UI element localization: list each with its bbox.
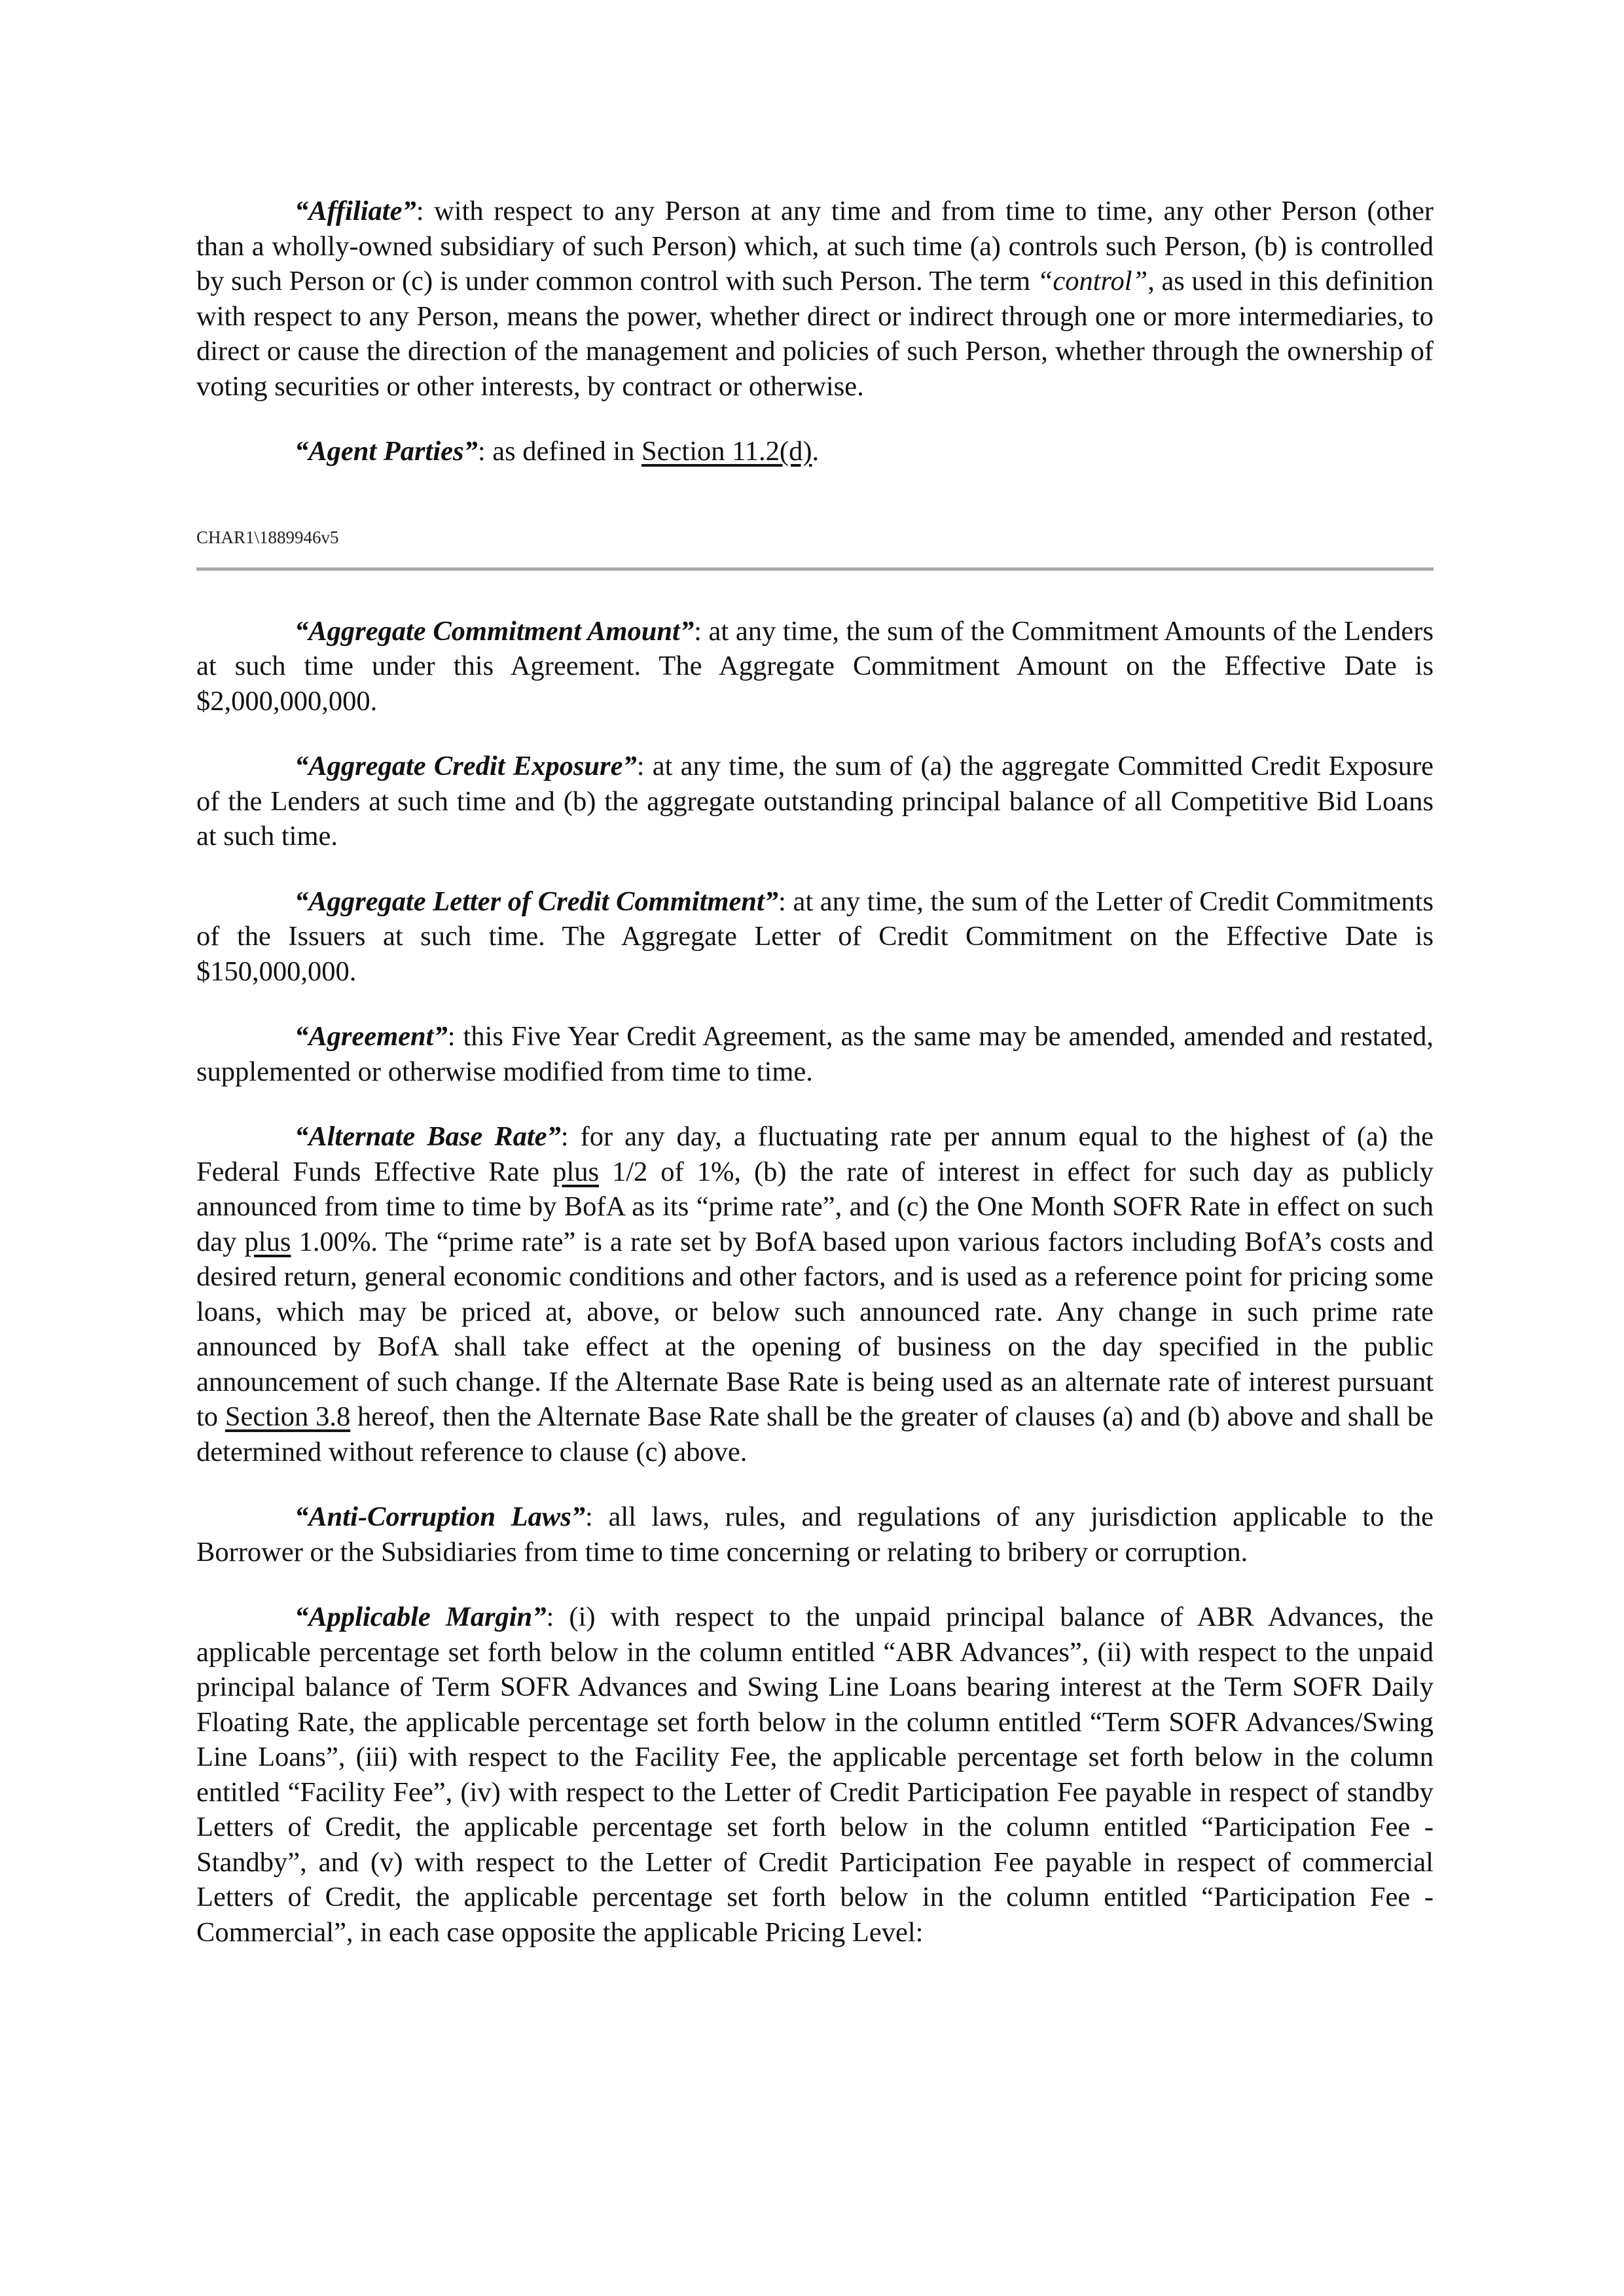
definition-anti-corruption-laws	[196, 1499, 1434, 1570]
defined-term: “Aggregate Credit Exposure”	[295, 751, 637, 781]
defined-term: “Aggregate Commitment Amount”	[295, 615, 695, 647]
section-reference-link[interactable]: Section 11.2(d)	[641, 436, 812, 467]
definition-aggregate-commitment-amount	[196, 614, 1434, 719]
definition-text: : all laws, rules, and regulations of any jurisdiction applicable to the Borrower or the Subsidiaries from time to time concerning or relating to bribery or corruption.	[196, 1501, 1434, 1568]
definition-applicable-margin	[196, 1600, 1434, 1950]
plus-underlined: plus	[552, 1156, 600, 1187]
defined-term: “Agreement”	[295, 1021, 448, 1052]
page-separator	[196, 567, 1434, 571]
definition-text: : at any time, the sum of the Commitment Amounts of the Lenders at such time under this Agreement. The Aggregate Commitment Amount on the Effective Date is $2,000,000,000.	[196, 615, 1434, 717]
defined-term: “Agent Parties”	[295, 436, 478, 467]
definition-agent-parties: “Agent Parties”: as defined in Section 11.2(d).	[295, 436, 820, 467]
section-reference-link[interactable]: Section 3.8	[225, 1401, 351, 1432]
definition-alternate-base-rate	[196, 1119, 1434, 1469]
definition-text: : (i) with respect to the unpaid principal balance of ABR Advances, the applicable percentage set forth below in the column entitled “ABR Advances”, (ii) with respect to the unpaid principal balance of Term SOFR Advances and Swing Line Loans bearing interest at the Term SOFR Daily Floating Rate, the applicable percentage set forth below in the column entitled “Term SOFR Advances/Swing Line Loans”, (iii) with respect to the Facility Fee, the applicable percentage set forth below in the column entitled “Facility Fee”, (iv) with respect to the Letter of Credit Participation Fee payable in respect of standby Letters of Credit, the applicable percentage set forth below in the column entitled “Participation Fee - Standby”, and (v) with respect to the Letter of Credit Participation Fee payable in respect of commercial Letters of Credit, the applicable percentage set forth below in the column entitled “Participation Fee - Commercial”, in each case opposite the applicable Pricing Level:	[196, 1602, 1434, 1948]
definition-text: , as used in this definition with respect to any Person, means the power, whether direct or indirect through one or more intermediaries, to direct or cause the direction of the management and policies of such Person, whether through the ownership of voting securities or other interests, by contract or otherwise.	[196, 266, 1434, 402]
definition-affiliate	[196, 194, 1434, 404]
definition-text: 1.00%. The “prime rate” is a rate set by BofA based upon various factors including BofA’s costs and desired return, general economic conditions and other factors, and is used as a reference point for pricing some loans, which may be priced at, above, or below such announced rate. Any change in such prime rate announced by BofA shall take effect at the opening of business on the day specified in the public announcement of such change. If the Alternate Base Rate is being used as an alternate rate of interest pursuant to	[196, 1226, 1434, 1432]
definition-text: : at any time, the sum of (a) the aggregate Committed Credit Exposure of the Lenders at such time and (b) the aggregate outstanding principal balance of all Competitive Bid Loans at such time.	[196, 751, 1434, 852]
definition-text: : with respect to any Person at any time and from time to time, any other Person (other than a wholly-owned subsidiary of such Person) which, at such time (a) controls such Person, (b) is controlled by such Person or (c) is under common control with such Person. The term	[196, 196, 1434, 296]
plus-underlined: plus	[244, 1226, 291, 1257]
definition-aggregate-credit-exposure	[196, 749, 1434, 854]
definition-text: : for any day, a fluctuating rate per annum equal to the highest of (a) the Federal Funds Effective Rate	[196, 1121, 1434, 1187]
defined-term: “Aggregate Letter of Credit Commitment”	[295, 886, 779, 917]
defined-term: “Anti-Corruption Laws”	[295, 1501, 586, 1532]
definition-agreement	[196, 1019, 1434, 1089]
defined-term-inline: “control”	[1037, 266, 1148, 296]
document-page	[196, 194, 1434, 1950]
defined-term: “Alternate Base Rate”	[295, 1121, 561, 1152]
defined-term: “Applicable Margin”	[295, 1602, 547, 1632]
definition-aggregate-loc-commitment	[196, 884, 1434, 990]
definition-text: : this Five Year Credit Agreement, as the same may be amended, amended and restated, supplemented or otherwise modified from time to time.	[196, 1021, 1434, 1087]
definition-text: : at any time, the sum of the Letter of Credit Commitments of the Issuers at such time. The Aggregate Letter of Credit Commitment on the Effective Date is $150,000,000.	[196, 886, 1434, 987]
definition-text: : as defined in	[477, 436, 642, 467]
defined-term: “Affiliate”	[295, 196, 416, 226]
definition-text: hereof, then the Alternate Base Rate shall be the greater of clauses (a) and (b) above and shall be determined without reference to clause (c) above.	[196, 1401, 1434, 1467]
definition-text: 1/2 of 1%, (b) the rate of interest in effect for such day as publicly announced from time to time by BofA as its “prime rate”, and (c) the One Month SOFR Rate in effect on such day	[196, 1156, 1434, 1257]
document-id: CHAR1\1889946v5	[196, 527, 339, 547]
